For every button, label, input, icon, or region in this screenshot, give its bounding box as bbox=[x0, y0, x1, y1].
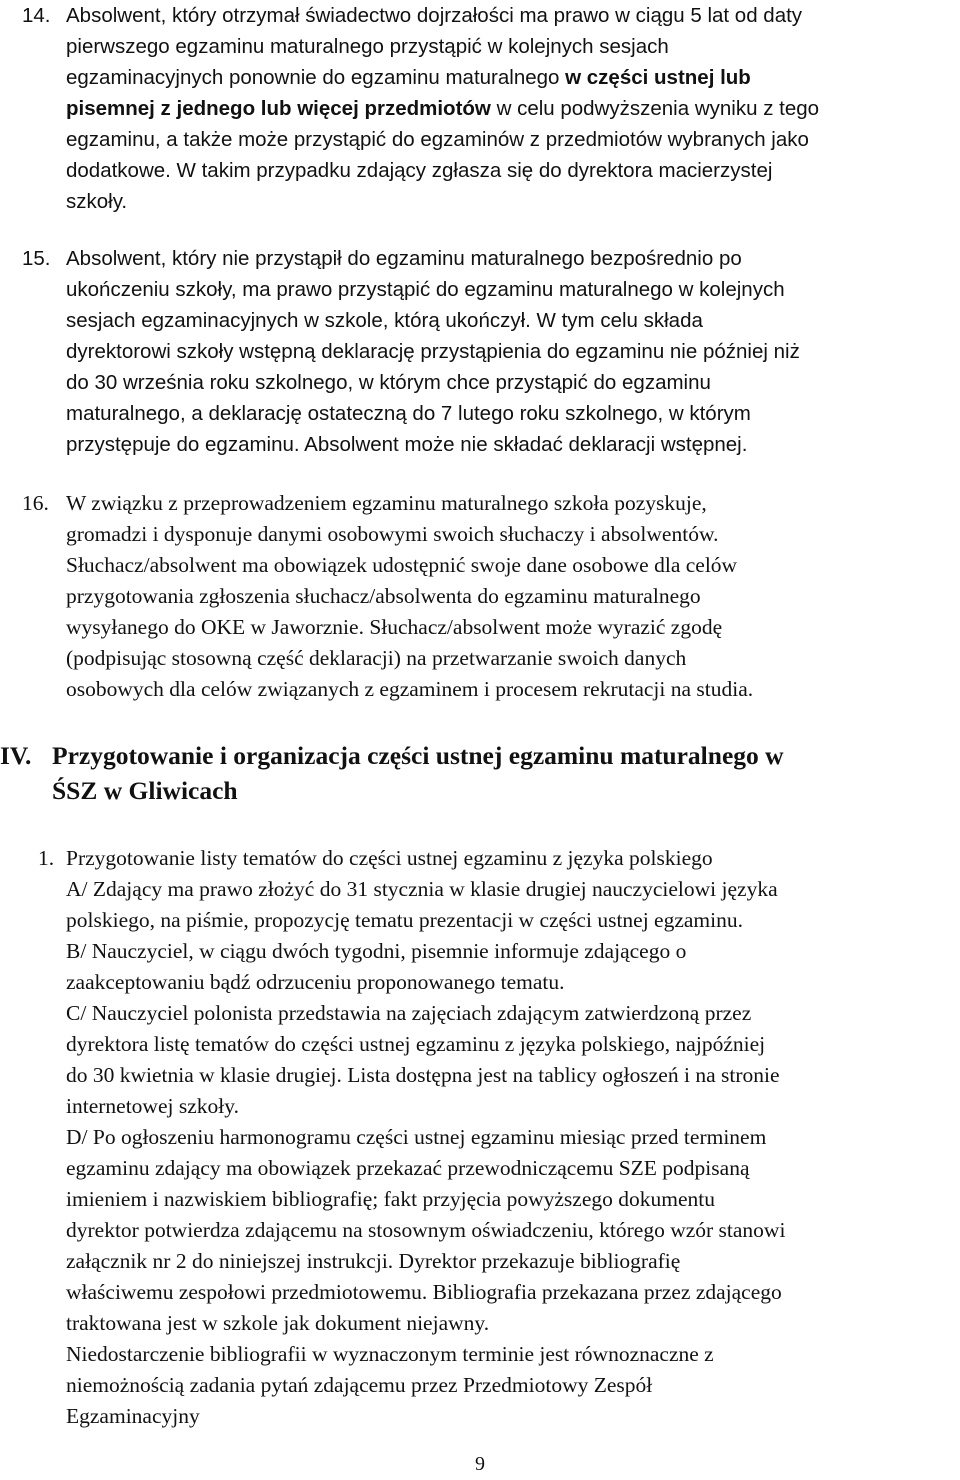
text-line: polskiego, na piśmie, propozycję tematu prezentacji w części ustnej egzaminu. bbox=[66, 908, 744, 932]
text-line: (podpisując stosowną część deklaracji) na przetwarzanie swoich danych bbox=[66, 646, 687, 670]
text-line: do 30 kwietnia w klasie drugiej. Lista dostępna jest na tablicy ogłoszeń i na stronie bbox=[66, 1063, 780, 1087]
text-line: W związku z przeprowadzeniem egzaminu maturalnego szkoła pozyskuje, bbox=[66, 491, 707, 515]
item-number: 14. bbox=[22, 4, 51, 27]
text-line bbox=[66, 62, 819, 93]
item-number: 1. bbox=[38, 846, 55, 870]
item-text bbox=[66, 243, 800, 460]
text-line: pierwszego egzaminu maturalnego przystąpić w kolejnych sesjach bbox=[66, 35, 669, 58]
text-line: egzaminu zdający ma obowiązek przekazać przewodniczącemu SZE podpisaną bbox=[66, 1156, 750, 1180]
section-title bbox=[52, 738, 784, 808]
bold-text: pisemnej z jednego lub więcej przedmiotów bbox=[66, 97, 491, 120]
text-line bbox=[66, 93, 819, 124]
text-line: przygotowania zgłoszenia słuchacz/absolwenta do egzaminu maturalnego bbox=[66, 584, 701, 608]
text-line: Słuchacz/absolwent ma obowiązek udostępnić swoje dane osobowe dla celów bbox=[66, 553, 738, 577]
text-line: szkoły. bbox=[66, 190, 128, 213]
item-text bbox=[66, 843, 785, 1432]
text-line: Absolwent, który otrzymał świadectwo dojrzałości ma prawo w ciągu 5 lat od daty bbox=[66, 4, 803, 27]
text-line: egzaminu, a także może przystąpić do egzaminów z przedmiotów wybranych jako bbox=[66, 128, 809, 151]
heading-line: ŚSZ w Gliwicach bbox=[52, 776, 238, 805]
text-line: przystępuje do egzaminu. Absolwent może nie składać deklaracji wstępnej. bbox=[66, 433, 748, 456]
text-line: wysyłanego do OKE w Jaworznie. Słuchacz/absolwent może wyrazić zgodę bbox=[66, 615, 723, 639]
item-number: 16. bbox=[22, 491, 49, 515]
section-numeral: IV. bbox=[0, 741, 32, 770]
text-line: zaakceptowaniu bądź odrzuceniu proponowanego tematu. bbox=[66, 970, 565, 994]
text-line: Absolwent, który nie przystąpił do egzaminu maturalnego bezpośrednio po bbox=[66, 247, 742, 270]
text-segment: w celu podwyższenia wyniku z tego bbox=[490, 97, 820, 120]
page-number: 9 bbox=[475, 1453, 485, 1475]
text-line: sesjach egzaminacyjnych w szkole, którą ukończył. W tym celu składa bbox=[66, 309, 703, 332]
text-line: niemożnością zadania pytań zdającemu przez Przedmiotowy Zespół bbox=[66, 1373, 653, 1397]
item-text bbox=[66, 0, 819, 217]
text-line: dyrektor potwierdza zdającemu na stosownym oświadczeniu, którego wzór stanowi bbox=[66, 1218, 786, 1242]
text-line: dyrektorowi szkoły wstępną deklarację przystąpienia do egzaminu nie później niż bbox=[66, 340, 800, 363]
text-line: załącznik nr 2 do niniejszej instrukcji. Dyrektor przekazuje bibliografię bbox=[66, 1249, 681, 1273]
text-line: traktowana jest w szkole jak dokument niejawny. bbox=[66, 1311, 490, 1335]
text-line: imieniem i nazwiskiem bibliografię; fakt przyjęcia powyższego dokumentu bbox=[66, 1187, 715, 1211]
text-line: osobowych dla celów związanych z egzaminem i procesem rekrutacji na studia. bbox=[66, 677, 754, 701]
text-line: dodatkowe. W takim przypadku zdający zgłasza się do dyrektora macierzystej bbox=[66, 159, 773, 182]
text-line: maturalnego, a deklarację ostateczną do 7 lutego roku szkolnego, w którym bbox=[66, 402, 751, 425]
item-text bbox=[66, 488, 753, 705]
text-line: D/ Po ogłoszeniu harmonogramu części ustnej egzaminu miesiąc przed terminem bbox=[66, 1125, 767, 1149]
text-line: A/ Zdający ma prawo złożyć do 31 stycznia w klasie drugiej nauczycielowi języka bbox=[66, 877, 778, 901]
text-line: właściwemu zespołowi przedmiotowemu. Bibliografia przekazana przez zdającego bbox=[66, 1280, 782, 1304]
text-line: Przygotowanie listy tematów do części ustnej egzaminu z języka polskiego bbox=[66, 846, 713, 870]
text-line: dyrektora listę tematów do części ustnej egzaminu z języka polskiego, najpóźniej bbox=[66, 1032, 766, 1056]
text-line: Egzaminacyjny bbox=[66, 1404, 200, 1428]
text-segment: egzaminacyjnych ponownie do egzaminu maturalnego bbox=[66, 66, 566, 89]
text-line: C/ Nauczyciel polonista przedstawia na zajęciach zdającym zatwierdzoną przez bbox=[66, 1001, 752, 1025]
bold-text: w części ustnej lub bbox=[565, 66, 751, 89]
text-line: internetowej szkoły. bbox=[66, 1094, 239, 1118]
text-line: gromadzi i dysponuje danymi osobowymi swoich słuchaczy i absolwentów. bbox=[66, 522, 719, 546]
item-number: 15. bbox=[22, 247, 51, 270]
text-line: B/ Nauczyciel, w ciągu dwóch tygodni, pisemnie informuje zdającego o bbox=[66, 939, 687, 963]
text-line: ukończeniu szkoły, ma prawo przystąpić do egzaminu maturalnego w kolejnych bbox=[66, 278, 785, 301]
text-line: Niedostarczenie bibliografii w wyznaczonym terminie jest równoznaczne z bbox=[66, 1342, 714, 1366]
text-line: do 30 września roku szkolnego, w którym chce przystąpić do egzaminu bbox=[66, 371, 711, 394]
heading-line: Przygotowanie i organizacja części ustnej egzaminu maturalnego w bbox=[52, 741, 784, 770]
